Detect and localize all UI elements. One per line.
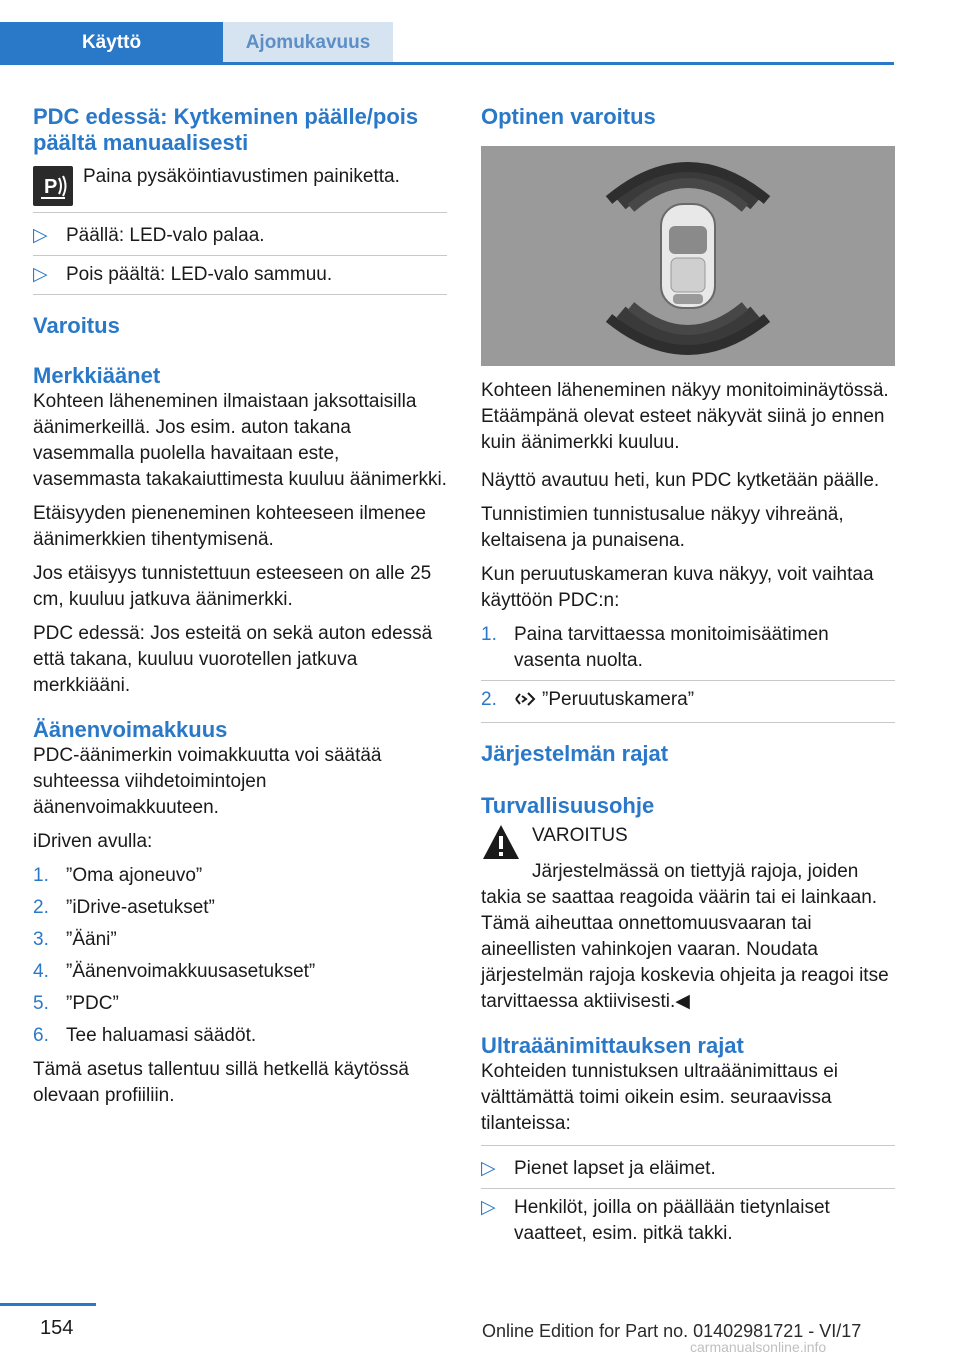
warning-title: VAROITUS: [532, 825, 628, 846]
list-item: 3. ”Ääni”: [33, 929, 117, 950]
heading-turvallisuusohje: Turvallisuusohje: [481, 793, 655, 818]
paragraph: Kohteen läheneminen ilmaistaan jaksottaisilla äänimerkeillä. Jos esim. auton takana vasemmalla puolella havaitaan este, vasemmasta takakaiuttimesta kuuluu äänimerkki.: [33, 391, 447, 490]
list-item: ▷ Pienet lapset ja eläimet.: [481, 1156, 895, 1189]
pdc-button-text: Paina pysäköintiavustimen painiketta.: [83, 166, 400, 187]
triangle-bullet-icon: ▷: [481, 1158, 496, 1179]
heading-optinen-varoitus: Optinen varoitus: [481, 104, 656, 129]
list-item: 2. ”Peruutuskamera”: [481, 687, 895, 723]
parking-assist-icon: [33, 166, 73, 206]
camera-steps: [481, 622, 895, 723]
ultra-list: [481, 1156, 895, 1253]
list-item: ▷ Henkilöt, joilla on päällään tietynlaiset vaatteet, esim. pitkä takki.: [481, 1197, 830, 1244]
divider: [33, 212, 447, 213]
warning-triangle-icon: [481, 823, 521, 861]
divider: [481, 1145, 895, 1146]
list-item: 2. ”iDrive-asetukset”: [33, 897, 215, 918]
idrive-steps: [33, 863, 447, 1049]
page-number: 154: [40, 1317, 74, 1339]
watermark: carmanualsonline.info: [690, 1339, 827, 1355]
heading-jarjestelman-rajat: Järjestelmän rajat: [481, 741, 669, 766]
footer-line: [0, 1303, 96, 1306]
triangle-bullet-icon: ▷: [33, 225, 48, 246]
heading-ultraaani: Ultraäänimittauksen rajat: [481, 1033, 744, 1058]
warning-text: Järjestelmässä on tiettyjä rajoja, joiden takia se saattaa reagoida väärin tai ei lainkaan. Tämä aiheuttaa onnettomuusvaaran tai aineellisten vahinkojen vaaran. Noudata järjestelmän rajoja koskevia ohjeita ja reagoi itse tarvittaessa aktiivisesti.◀: [481, 861, 889, 1012]
triangle-bullet-icon: ▷: [33, 264, 48, 285]
list-item: 4. ”Äänenvoimakkuusasetukset”: [33, 961, 316, 982]
heading-merkkiaanet: Merkkiäänet: [33, 363, 161, 388]
list-item: ▷ Pois päältä: LED-valo sammuu.: [33, 262, 447, 295]
list-item: ▷ Päällä: LED-valo palaa.: [33, 223, 447, 256]
heading-aanenvoimakkuus: Äänenvoimakkuus: [33, 717, 228, 742]
warning-block: [481, 823, 895, 861]
tab-ajomukavuus[interactable]: Ajomukavuus: [223, 22, 393, 62]
list-item: 1. ”Oma ajoneuvo”: [33, 865, 203, 886]
paragraph: Tunnistimien tunnistusalue näkyy vihreänä, keltaisena ja punaisena.: [481, 504, 844, 551]
paragraph: Näyttö avautuu heti, kun PDC kytketään päälle.: [481, 470, 880, 491]
pdc-button-row: [33, 166, 447, 206]
paragraph: iDriven avulla:: [33, 831, 153, 852]
left-column: [33, 100, 447, 1117]
header-tabs: [0, 22, 894, 65]
onoff-list: [33, 223, 447, 295]
heading-varoitus: Varoitus: [33, 313, 120, 338]
list-item: 1. Paina tarvittaessa monitoimisäätimen vasenta nuolta.: [481, 622, 895, 681]
tab-kaytto[interactable]: Käyttö: [0, 22, 223, 62]
paragraph: PDC-äänimerkin voimakkuutta voi säätää suhteessa viihdetoimintojen äänenvoimakkuuteen.: [33, 745, 382, 818]
right-column: [481, 100, 895, 1261]
paragraph: Jos etäisyys tunnistettuun esteeseen on alle 25 cm, kuuluu jatkuva äänimerkki.: [33, 563, 432, 610]
heading-pdc-manual: PDC edessä: Kytkeminen päälle/pois päältä manuaalisesti: [33, 104, 419, 155]
pdc-camera-icon: [514, 690, 538, 716]
list-item: 6. Tee haluamasi säädöt.: [33, 1025, 257, 1046]
paragraph: Etäisyyden pieneneminen kohteeseen ilmenee äänimerkkien tihentymisenä.: [33, 503, 426, 550]
paragraph: Tämä asetus tallentuu sillä hetkellä käytössä olevaan profiiliin.: [33, 1059, 409, 1106]
paragraph: PDC edessä: Jos esteitä on sekä auton edessä että takana, kuuluu vuorotellen jatkuva merkkiääni.: [33, 623, 433, 696]
triangle-bullet-icon: ▷: [481, 1197, 496, 1218]
paragraph: Kohteiden tunnistuksen ultraäänimittaus ei välttämättä toimi oikein esim. seuraavissa tilanteissa:: [481, 1061, 839, 1134]
svg-text:P: P: [44, 176, 58, 198]
edition-text: Online Edition for Part no. 01402981721 - VI/17: [482, 1321, 862, 1341]
pdc-display-image: [481, 146, 895, 366]
paragraph: Kun peruutuskameran kuva näkyy, voit vaihtaa käyttöön PDC:n:: [481, 564, 874, 611]
list-item: 5. ”PDC”: [33, 993, 119, 1014]
paragraph: Kohteen läheneminen näkyy monitoiminäytössä. Etäämpänä olevat esteet näkyvät siinä jo ennen kuin äänimerkki kuuluu.: [481, 380, 889, 453]
